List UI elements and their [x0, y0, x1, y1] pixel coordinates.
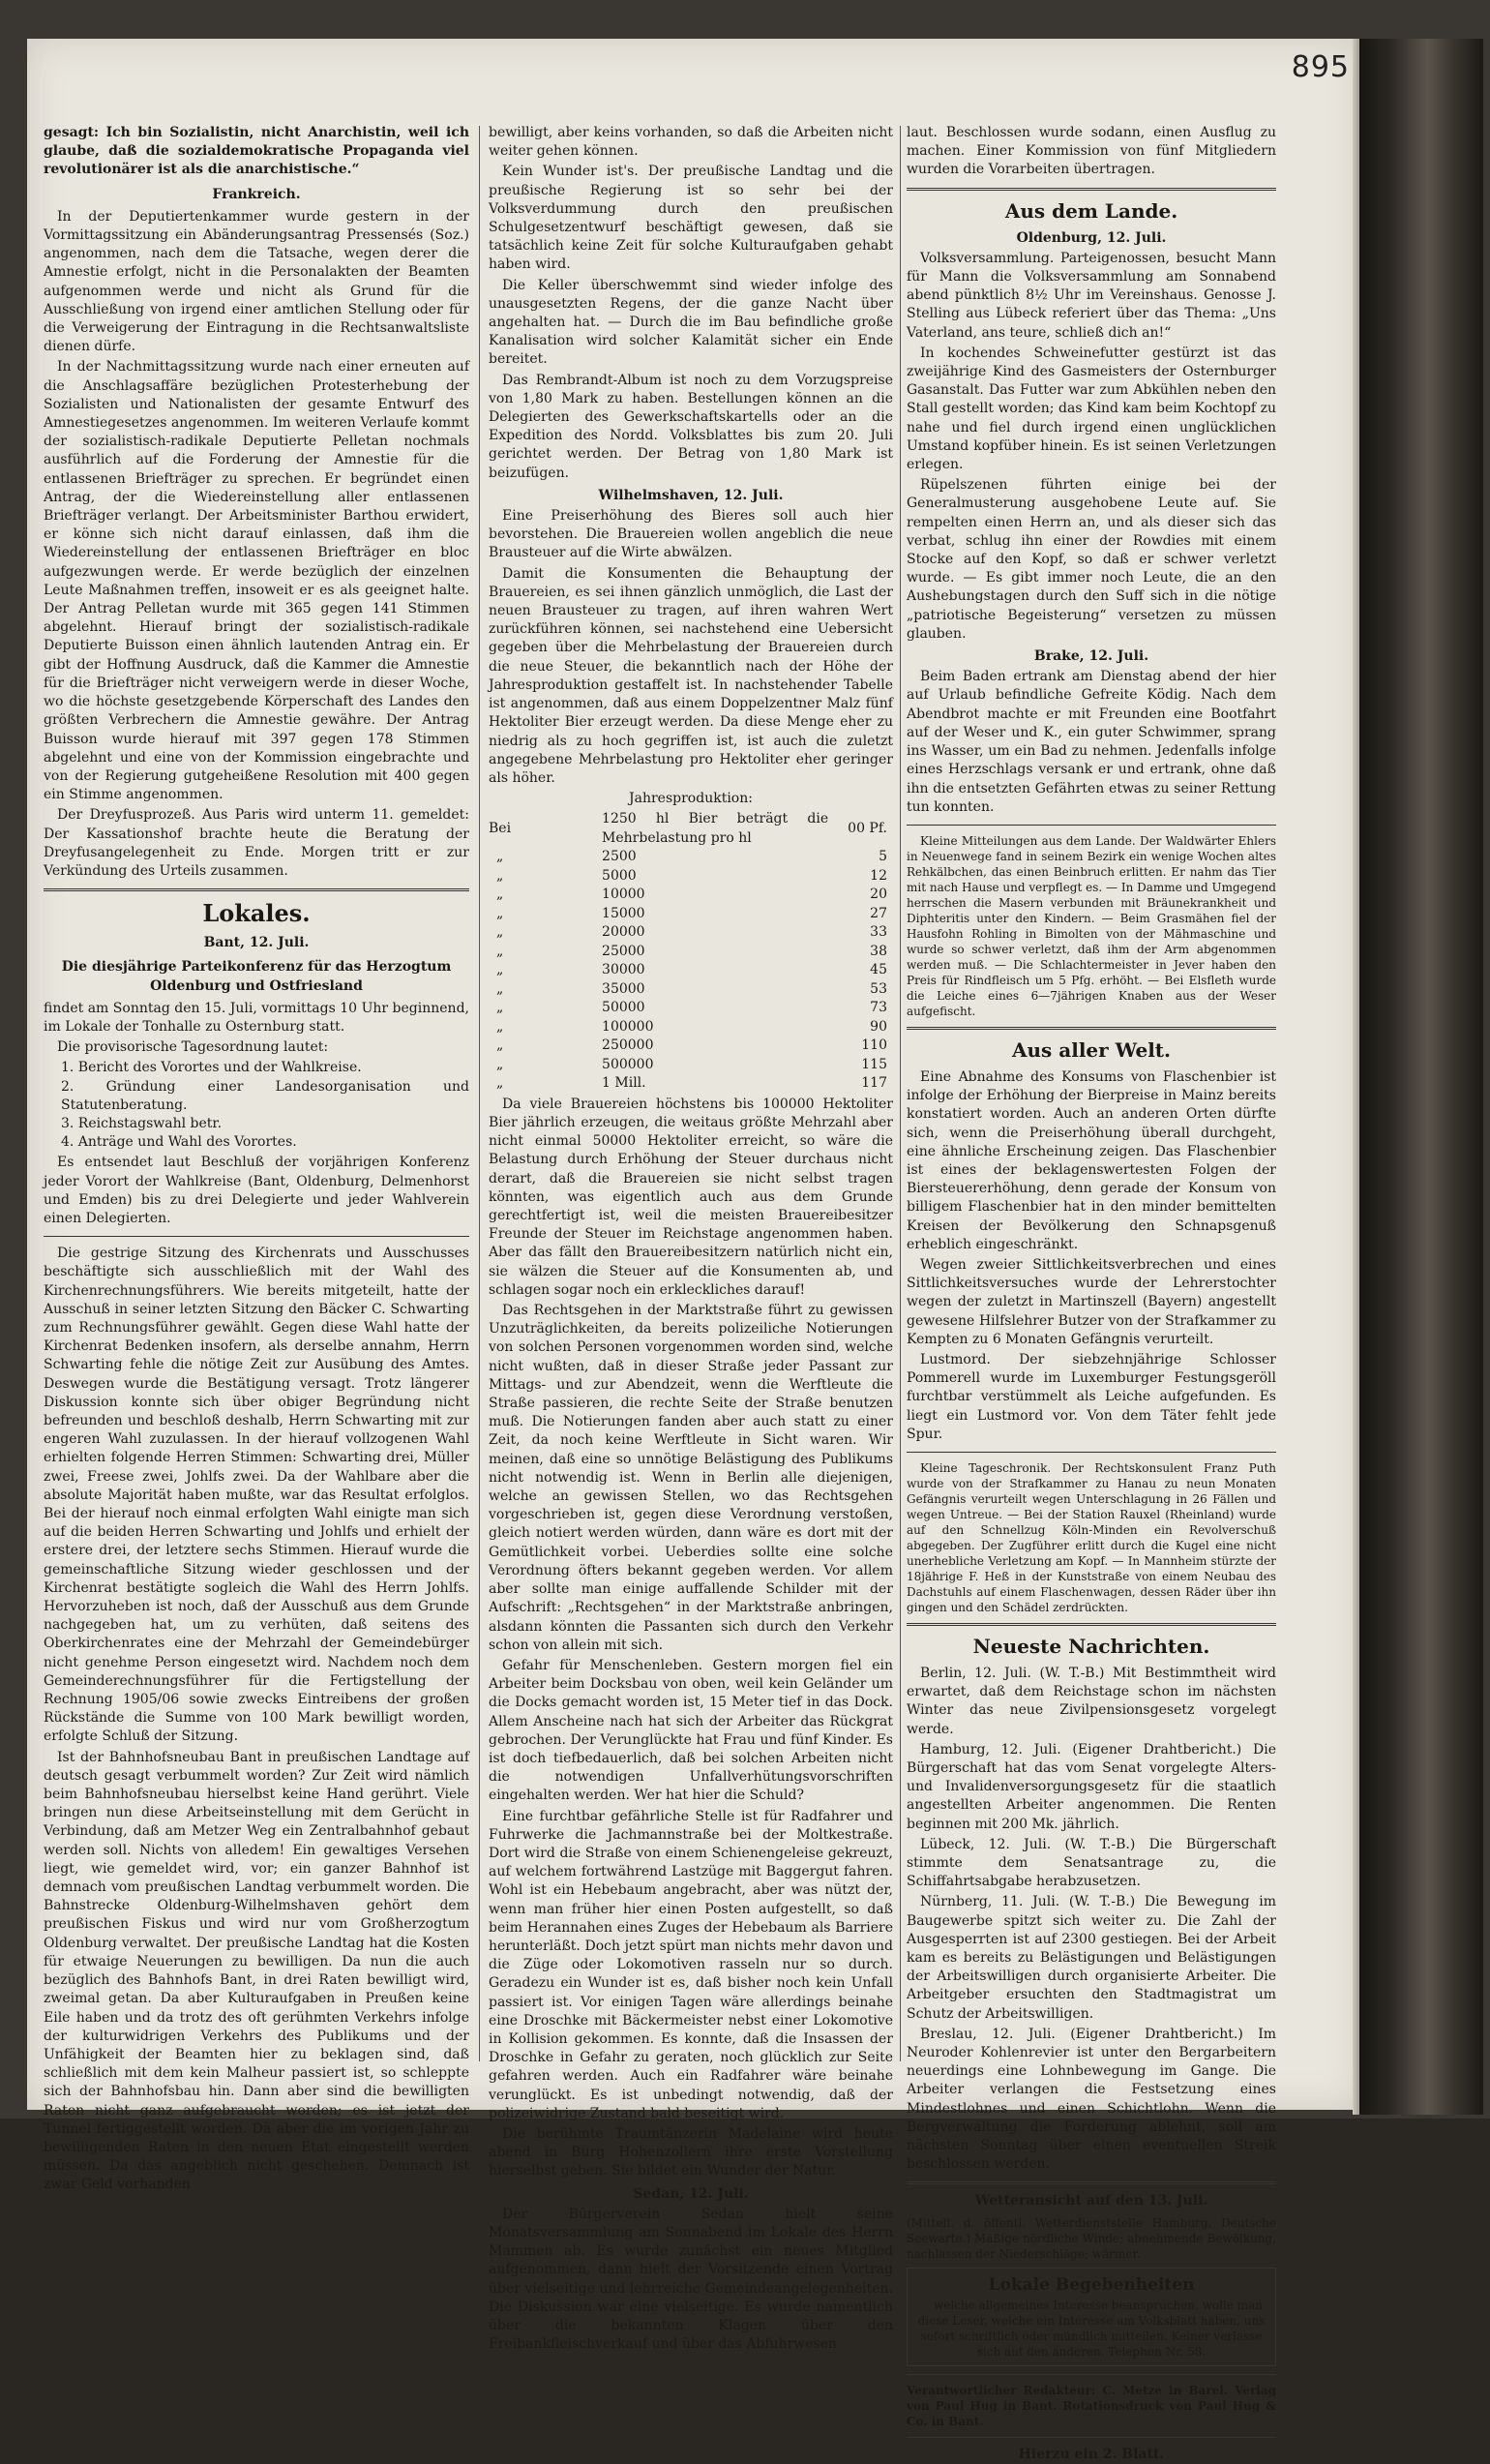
- dateline: Oldenburg, 12. Juli.: [1016, 229, 1167, 246]
- imprint-rule: [907, 2437, 1276, 2438]
- table-cell: 5: [879, 849, 887, 865]
- section-rule: [44, 888, 469, 891]
- news-item: Berlin, 12. Juli. (W. T.-B.) Mit Bestimmtheit wird erwartet, daß dem Reichstage schon im nächsten Winter das neue Zivilpensionsgesetz vorgelegt werde.: [907, 1665, 1276, 1737]
- section-rule: [907, 188, 1276, 191]
- article-paragraph: Der Bürgerverein Sedan hielt seine Monatsversammlung am Sonnabend im Lokale des Herrn Mammen ab. Es wurde zunächst ein neues Mitglied aufgenommen, dann hielt der Vorsitzende einen Vortrag über vielseitige und lehrreiche Gemeindeangelegenheiten. Die Diskussion war eine vielseitige. Es wurde namentlich über die bekannten Klagen über den Freibankfleischverkauf und über das Abfuhrwesen: [489, 2206, 893, 2353]
- news-item: Lübeck, 12. Juli. (W. T.-B.) Die Bürgerschaft stimmte dem Senatsantrage zu, die Schiffahrtsabgabe herabzusetzen.: [907, 1836, 1276, 1890]
- table-cell: 38: [870, 943, 887, 959]
- agenda-item: 4. Anträge und Wahl des Vorortes.: [61, 1134, 297, 1151]
- page-number: 895: [1291, 50, 1350, 84]
- table-row: [489, 1074, 893, 1094]
- table-cell: „: [496, 1018, 504, 1035]
- section-rule: [907, 1027, 1276, 1030]
- dateline: Bant, 12. Juli.: [203, 935, 310, 951]
- table-cell: „: [496, 962, 504, 978]
- news-item: Nürnberg, 11. Juli. (W. T.-B.) Die Bewegung im Baugewerbe spitzt sich weiter zu. Die Zahl der Ausgesperrten ist auf 2300 gestiegen. Bei der Arbeit kam es bereits zu Belästigungen und Belästigungen der Arbeitswilligen durch organisierte Arbeiter. Die Arbeitgeber ersuchten den Stadtmagistrat um Schutz der Arbeitswilligen.: [907, 1894, 1276, 2022]
- table-cell: 12: [870, 867, 887, 884]
- table-cell: 110: [861, 1037, 887, 1054]
- dateline: Wilhelmshaven, 12. Juli.: [598, 487, 784, 503]
- table-row: [489, 1056, 893, 1075]
- dateline: Sedan, 12. Juli.: [633, 2185, 749, 2202]
- section-heading-aus-aller-welt: Aus aller Welt.: [1011, 1037, 1171, 1062]
- table-row: [489, 961, 893, 980]
- table-row: [489, 905, 893, 924]
- table-cell: „: [496, 1056, 504, 1072]
- column-divider: [479, 126, 480, 2061]
- article-rule: [907, 1452, 1276, 1453]
- table-cell: 100000: [602, 1018, 654, 1035]
- table-cell: Bei: [489, 821, 512, 837]
- table-row: [489, 848, 893, 867]
- article-continuation: gesagt: Ich bin Sozialistin, nicht Anarchistin, weil ich glaube, daß die sozialdemokratische Propaganda viel revolutionärer ist als die anarchistische.“: [44, 125, 469, 178]
- table-cell: „: [496, 849, 504, 865]
- table-cell: „: [496, 1037, 504, 1054]
- weather-report: (Mittell. d. öffentl. Wetterdienststelle Hamburg, Deutsche Seewarte.) Mäßige nördliche Winde; abnehmende Bewölkung, nachlassen der Niederschläge; wärmer.: [907, 2215, 1276, 2261]
- table-cell: „: [496, 905, 504, 921]
- supplement-note: Hierzu ein 2. Blatt.: [1018, 2446, 1165, 2462]
- article-paragraph: Rüpelszenen führten einige bei der Generalmusterung ausgehobene Leute auf. Sie rempelten einen Herrn an, und als dieser sich das verbat, schlug ihn einer der Rowdies mit einem Stocke auf den Kopf, so daß er schwer verletzt wurde. — Es gibt immer noch Leute, die an den Aushebungstagen durch den Suff sich in die nötige „patriotische Begeisterung“ versetzen zu müssen glauben.: [907, 477, 1276, 642]
- article-paragraph: Ist der Bahnhofsneubau Bant in preußischen Landtage auf deutsch gesagt verbummelt worden? Zur Zeit wird nämlich beim Bahnhofsneubau hierselbst keine Hand gerührt. Viele bringen nun diese Arbeitseinstellung mit dem Gerücht in Verbindung, daß am Metzer Weg ein Zentralbahnhof gebaut werden soll. Nichts von alledem! Ein gewaltiges Versehen liegt, wie gemeldet wird, vor; ein ganzer Bahnhof ist demnach vom preußischen Landtag verbummelt worden. Die Bahnstrecke Oldenburg-Wilhelmshaven gehört dem preußischen Fiskus und wird nur vom Großherzogtum Oldenburg verwaltet. Der preußische Landtag hat die Kosten für etwaige Neuerungen zu bewilligen. Da nun die auch bezüglich des Bahnhofs Bant, in drei Raten bewilligt wird, zweimal getan. Da aber Kulturaufgaben in Preußen keine Eile haben und da trotz des oft gerühmten Verkehrs infolge der kulturwidrigen Verkehrs des Publikums und der Unfähigkeit der Beamten hier zu beklagen sind, daß schließlich mit dem kein Malheur passiert ist, so schleppte sich der Bahnhofsbau hin. Dann aber sind die bewilligten Raten nicht ganz aufgebraucht worden; es ist jetzt der Tunnel fertiggestellt worden. Da aber die im vorigen Jahr zu bewilligenden Raten in den neuen Etat eingestellt werden müssen. Da das angeblich nicht geschehen. Demnach ist zwar Geld vorhanden: [44, 1749, 469, 2193]
- book-spine: [1359, 39, 1483, 2115]
- table-row: [489, 1037, 893, 1056]
- table-cell: 5000: [602, 867, 637, 884]
- table-cell: „: [496, 886, 504, 903]
- agenda-item: 3. Reichstagswahl betr.: [61, 1115, 223, 1131]
- table-cell: 33: [870, 924, 887, 941]
- table-cell: 1 Mill.: [602, 1075, 646, 1092]
- section-heading-aus-dem-lande: Aus dem Lande.: [1004, 198, 1178, 223]
- table-row: [489, 923, 893, 943]
- article-paragraph: Lustmord. Der siebzehnjährige Schlosser Pommerell wurde im Luxemburger Festungsgeröll furchtbar verstümmelt als Leiche aufgefunden. Es liegt ein Lustmord vor. Von dem Täter fehlt jede Spur.: [907, 1351, 1276, 1442]
- article-paragraph: Kein Wunder ist's. Der preußische Landtag und die preußische Regierung ist so sehr bei der Volksverdummung durch den preußischen Schulgesetzentwurf beschäftigt gewesen, daß sie tatsächlich keine Zeit für solche Kulturaufgaben gehabt haben wird.: [489, 164, 893, 273]
- article-paragraph: Die gestrige Sitzung des Kirchenrats und Ausschusses beschäftigte sich ausschließlich mit der Wahl des Kirchenrechnungsführers. Wie bereits mitgeteilt, hatte der Ausschuß in seiner letzten Sitzung den Bäcker C. Schwarting zum Rechnungsführer gewählt. Gegen diese Wahl hatte der Kirchenrat Bedenken insofern, als derselbe annahm, Herrn Schwarting fehle die nötige Zeit zur Ausübung des Amtes. Deswegen wurde die Bestätigung versagt. Trotz längerer Diskussion konnte sich über obiger Begründung nicht befreunden und beschloß deshalb, Herrn Schwarting mit zur engeren Wahl zuzulassen. In der hierauf vollzogenen Wahl erhielten folgende Herren Stimmen: Schwarting drei, Müller zwei, Freese zwei, Johlfs zwei. Da der Wahlbare aber die absolute Majorität haben mußte, war das Resultat erfolglos. Bei der hierauf noch einmal erfolgten Wahl einigte man sich auf die beiden Herren Schwarting und Johlfs und erhielt der erstere drei, der letztere sechs Stimmen. Hierauf wurde die gemeinschaftliche Sitzung wieder geschlossen und der Kirchenrat bestätigte sogleich die Wahl des Herrn Johlfs. Hervorzuheben ist noch, daß der Ausschuß aus dem Grunde nachgegeben hat, um zu verhüten, daß seitens des Oberkirchenrates eine der Mehrzahl der Gemeindebürger nicht genehme Person eingesetzt wird. Nachdem noch dem Gemeinderechnungsführer für die Fertigstellung der Rechnung 1905/06 sowie zwecks Eintreibens der großen Rückstände die Summe von 100 Mark bewilligt worden, erfolgte Schluß der Sitzung.: [44, 1246, 469, 1745]
- table-row: [489, 1018, 893, 1037]
- article-paragraph: Volksversammlung. Parteigenossen, besucht Mann für Mann die Volksversammlung am Sonnabend abend pünktlich 8½ Uhr im Vereinshaus. Genosse J. Stelling aus Lübeck referiert über das Thema: „Uns Vaterland, ans teure, schließ dich an!“: [907, 250, 1276, 341]
- table-cell: „: [496, 924, 504, 941]
- section-heading-frankreich: Frankreich.: [212, 186, 301, 202]
- article-continuation: laut. Beschlossen wurde sodann, einen Ausflug zu machen. Einer Kommission von fünf Mitgliedern wurden die Vorarbeiten übertragen.: [907, 125, 1276, 178]
- section-heading-neueste-nachrichten: Neueste Nachrichten.: [972, 1634, 1210, 1658]
- table-cell: 15000: [602, 905, 645, 921]
- article-paragraph: In der Deputiertenkammer wurde gestern in der Vormittagssitzung ein Abänderungsantrag Pressensés (Soz.) angenommen, nach dem die Tatsache, wegen derer die Amnestie erfolgt, nicht in die Personalakten der Beamten aufgenommen werde und nicht als Grund für die Ausschließung von irgend einer amtlichen Stellung oder für die Verweigerung der Eintragung in die Rechtsanwaltsliste dienen dürfe.: [44, 208, 469, 355]
- article-paragraph: Die provisorische Tagesordnung lautet:: [57, 1039, 329, 1056]
- table-cell: 27: [870, 905, 887, 921]
- table-row: [489, 999, 893, 1018]
- news-item: Breslau, 12. Juli. (Eigener Drahtbericht.) Im Neuroder Kohlenrevier ist unter den Bergarbeitern neuerdings eine Lohnbewegung im Gange. Die Arbeiter verlangen die Festsetzung eines Mindestlohnes und einen Schichtlohn. Wenn die Bergverwaltung die Forderung ablehnt, soll am nächsten Sonntag über einen eventuellen Streik beschlossen werden.: [907, 2026, 1276, 2173]
- article-paragraph: findet am Sonntag den 15. Juli, vormittags 10 Uhr beginnend, im Lokale der Tonhalle zu Osternburg statt.: [44, 1000, 469, 1035]
- column-3: [907, 124, 1276, 2462]
- table-cell: 73: [870, 1000, 887, 1016]
- table-cell: 90: [870, 1018, 887, 1035]
- section-heading-lokales: Lokales.: [202, 899, 311, 928]
- table-cell: 35000: [602, 980, 645, 997]
- article-paragraph: Die Keller überschwemmt sind wieder infolge des unausgesetzten Regens, der die ganze Nacht über angehalten hat. — Durch die im Bau befindliche große Kanalisation wird solcher Kalamität sicher ein Ende bereitet.: [489, 277, 893, 368]
- notice-text: welche allgemeines Interesse beanspruchen, wolle man diese Leser, welche ein Interesse am Volksblatt haben, uns sofort schriftlich oder mündlich mitteilen. Keiner verlasse sich auf den anderen. Telephon Nr. 58.: [917, 2298, 1266, 2359]
- table-row: [489, 943, 893, 962]
- agenda-item: 1. Bericht des Vorortes und der Wahlkreise.: [61, 1060, 362, 1076]
- table-cell: „: [496, 943, 504, 959]
- article-paragraph: Eine Preiserhöhung des Bieres soll auch hier bevorstehen. Die Brauereien wollen angeblich die neue Brausteuer auf die Wirte abwälzen.: [489, 508, 893, 561]
- table-cell: 117: [861, 1075, 887, 1092]
- article-paragraph: Es entsendet laut Beschluß der vorjährigen Konferenz jeder Vorort der Wahlkreise (Bant, Oldenburg, Delmenhorst und Emden) bis zu drei Delegierte und jeder Wahlverein einen Delegierten.: [44, 1155, 469, 1226]
- table-cell: „: [496, 980, 504, 997]
- table-cell: 10000: [602, 886, 645, 903]
- article-paragraph: Kleine Mitteilungen aus dem Lande. Der Waldwärter Ehlers in Neuenwege fand in seinem Bezirk ein wenige Wochen altes Rehkälbchen, das einen Beinbruch erlitten. Er nahm das Tier mit nach Hause und verpflegt es. — In Damme und Umgegend herrschen die Masern verbunden mit Bräunekrankheit und Diphteritis unter den Kindern. — Beim Grasmähen fiel der Hausfohn Rohling in Bimolten von der Mähmaschine und wurde so schwer verletzt, daß ihm der Arm abgenommen werden muß. — Die Schlachtermeister in Jever haben den Preis für Rindfleisch um 5 Pfg. erhöht. — Bei Elsfleth wurde die Leiche eines 6—7jährigen Knaben aus der Weser aufgefischt.: [907, 833, 1276, 1018]
- table-cell: 250000: [602, 1037, 654, 1054]
- table-row: [489, 886, 893, 905]
- table-cell: 25000: [602, 943, 645, 959]
- article-paragraph: Da viele Brauereien höchstens bis 100000 Hektoliter Bier jährlich erzeugen, die weitaus größte Mehrzahl aber nicht einmal 50000 Hektoliter erreicht, so wäre die Belastung durch Erhöhung der Steuer durchaus nicht derart, daß die Brauereien sie nicht selbst tragen könnten, was eigentlich auch aus dem Grunde gerechtfertigt ist, weil die meisten Brauereibesitzer Freunde der Steuer im Reichstage angenommen haben. Aber das fällt den Brauereibesitzern natürlich nicht ein, sie wälzen die Steuer auf die Konsumenten ab, und schlagen sogar noch ein erkleckliches darauf!: [489, 1096, 893, 1298]
- agenda-list: [61, 1059, 469, 1152]
- notice-box: [907, 2268, 1276, 2366]
- table-cell: 53: [870, 980, 887, 997]
- table-cell: „: [496, 1075, 504, 1092]
- table-cell: 20: [870, 886, 887, 903]
- article-paragraph: Wegen zweier Sittlichkeitsverbrechen und eines Sittlichkeitsversuches wurde der Lehrerstochter wegen der zuletzt in Martinszell (Bayern) angestellt gewesene Hilfslehrer Butzer von der Strafkammer zu Kempten zu 6 Monaten Gefängnis verurteilt.: [907, 1256, 1276, 1347]
- table-cell: 45: [870, 962, 887, 978]
- table-cell: 1250 hl Bier beträgt die Mehrbelastung pro hl: [602, 811, 829, 846]
- article-continuation: bewilligt, aber keins vorhanden, so daß die Arbeiten nicht weiter gehen können.: [489, 125, 893, 160]
- agenda-item: 2. Gründung einer Landesorganisation und Statutenberatung.: [61, 1078, 469, 1113]
- article-paragraph: Eine Abnahme des Konsums von Flaschenbier ist infolge der Erhöhung der Bierpreise in Mainz bereits konstatiert worden. Auch an anderen Orten dürfte sich, wenn die Preiserhöhung überall durchgeht, eine ähnliche Erscheinung zeigen. Das Flaschenbier ist eines der beklagenswertesten Folgen der Biersteuererhöhung, denn gerade der Konsum von billigem Flaschenbier hat in den minder bemittelten Kreisen der Bevölkerung den Schnapsgenuß erheblich eingeschränkt.: [907, 1068, 1276, 1252]
- article-paragraph: Die berühmte Traumtänzerin Madelaine wird heute abend in Burg Hohenzollern ihre erste Vorstellung hierselbst geben. Sie bildet ein Wunder der Natur.: [489, 2125, 893, 2179]
- article-paragraph: In der Nachmittagssitzung wurde nach einer erneuten auf die Anschlagsaffäre bezüglichen Protesterhebung der Sozialisten und Nationalisten der gesamte Entwurf des Amnestiegesetzes angenommen. Im weiteren Verlaufe kommt der sozialistisch-radikale Deputierte Pelletan nochmals ausführlich auf die Forderung der Amnestie für die entlassenen Briefträger zu sprechen. Er begründet einen Antrag, der die Wiedereinstellung aller entlassenen Briefträger verlangt. Der Arbeitsminister Barthou erwidert, er könne sich nicht darauf einlassen, daß ihm die Wiedereinstellung der entlassenen Briefträger en bloc aufgezwungen werde. Er werde bezüglich der einzelnen Leute Maßnahmen treffen, insoweit er es als geeignet halte. Der Antrag Pelletan wurde mit 365 gegen 141 Stimmen abgelehnt. Hierauf bringt der sozialistisch-radikale Deputierte Buisson einen ähnlich lautenden Antrag ein. Er gibt der Hoffnung Ausdruck, daß die Kammer die Amnestie für die Briefträger nicht verweigern werde in dieser Woche, wo die höchste gesetzgebende Körperschaft des Landes den größten Verbrechern die Amnestie gewähre. Der Antrag Buisson wurde hierauf mit 397 gegen 178 Stimmen abgelehnt und eine von der Kommission eingebrachte und von der Regierung gutgeheißene Resolution mit 400 gegen ein Stimme angenommen.: [44, 359, 469, 803]
- article-paragraph: Beim Baden ertrank am Dienstag abend der hier auf Urlaub befindliche Gefreite Ködig. Nach dem Abendbrot machte er mit Freunden eine Bootfahrt auf der Weser und K., ein guter Schwimmer, sprang ins Wasser, um ein Bad zu nehmen. Jedenfalls infolge eines Herzschlags versank er und ertrank, ohne daß ihn die entsetzten Gefährten etwas zu seiner Rettung tun konnten.: [907, 669, 1276, 815]
- column-2: [489, 124, 893, 2353]
- article-paragraph: Der Dreyfusprozeß. Aus Paris wird unterm 11. gemeldet: Der Kassationshof brachte heute die Beratung der Dreyfusangelegenheit zu Ende. Morgen tritt er zur Verkündung des Urteils zusammen.: [44, 807, 469, 879]
- section-rule: [907, 1623, 1276, 1626]
- table-cell: 50000: [602, 1000, 645, 1016]
- article-paragraph: Damit die Konsumenten die Behauptung der Brauereien, es sei ihnen gänzlich unmöglich, die Last der neuen Brausteuer zu tragen, auf ihren wahren Wert zurückführen können, sei nachstehend eine Uebersicht gegeben über die Mehrbelastung der Brauereien durch die neue Steuer, die bekanntlich nach der Höhe der Jahresproduktion gestaffelt ist. In nachstehender Tabelle ist angenommen, daß aus einem Doppelzentner Malz fünf Hektoliter Bier erzeugt werden. Da diese Menge eher zu niedrig als zu hoch gegriffen ist, ist auch die zuletzt angegebene Mehrbelastung pro Hektoliter eher geringer als höher.: [489, 565, 893, 786]
- article-paragraph: Das Rechtsgehen in der Marktstraße führt zu gewissen Unzuträglichkeiten, da bereits polizeiliche Notierungen von solchen Personen vorgenommen worden sind, welche nicht wußten, daß in dieser Straße jeder Passant zur Mittags- und zur Abendzeit, wenn die Werftleute die Straße passieren, die rechte Seite der Straße benutzen muß. Die Notierungen fanden aber auch statt zu einer Zeit, da noch keine Werftleute in Sicht waren. Wir meinen, daß eine so unnötige Belästigung des Publikums nicht notwendig ist. Wenn in Berlin alle diejenigen, welche an gewissen Stellen, wo das Rechtsgehen vorgeschrieben ist, gegen diese Verordnung verstoßen, gleich notiert werden würden, dann wäre es dort mit der Gemütlichkeit vorbei. Ueberdies sollte eine solche Verordnung öfters bekannt gegeben werden. Vor allem aber sollte man einige auffallende Schilder mit der Aufschrift: „Rechtsgehen“ in der Marktstraße anbringen, alsdann könnten die Passanten sich durch den Verkehr schon von allein mit sich.: [489, 1303, 893, 1653]
- table-title: Jahresproduktion:: [629, 791, 753, 807]
- table-cell: 500000: [602, 1056, 654, 1072]
- table-cell: 20000: [602, 924, 645, 941]
- table-cell: „: [496, 1000, 504, 1016]
- table-cell: 2500: [602, 849, 637, 865]
- news-item: Hamburg, 12. Juli. (Eigener Drahtbericht.) Die Bürgerschaft hat das vom Senat vorgelegte Alters- und Invalidenversorgungsgesetz für die staatlich angestellten Arbeiter angenommen. Die Renten beginnen mit 200 Mk. jährlich.: [907, 1741, 1276, 1832]
- table-row: [489, 867, 893, 886]
- table-cell: 115: [861, 1056, 887, 1072]
- dateline: Brake, 12. Juli.: [1033, 648, 1149, 665]
- article-rule: [44, 1236, 469, 1237]
- column-divider: [900, 126, 901, 2061]
- article-paragraph: Kleine Tageschronik. Der Rechtskonsulent Franz Puth wurde von der Strafkammer zu Hanau zu neun Monaten Gefängnis verurteilt wegen Unterschlagung in 26 Fällen und wegen Untreue. — Bei der Station Rauxel (Rheinland) wurde auf den Schnellzug Köln-Minden ein Revolverschuß abgegeben. Der Zugführer erlitt durch die Kugel eine nicht unerhebliche Verletzung am Kopf. — In Mannheim stürzte der 18jährige F. Heß in der Kunststraße von einem Neubau des Dachstuhls auf einem Flaschenwagen, dessen Räder über ihn gingen und den Schädel zerdrückten.: [907, 1460, 1276, 1614]
- article-rule: [907, 825, 1276, 826]
- notice-heading: Lokale Begebenheiten: [988, 2274, 1195, 2295]
- section-rule: [907, 2181, 1276, 2184]
- article-paragraph: Das Rembrandt-Album ist noch zu dem Vorzugspreise von 1,80 Mark zu haben. Bestellungen können an die Delegierten des Gewerkschaftskartells oder an die Expedition des Nordd. Volksblattes bis zum 20. Juli gerichtet werden. Der Betrag von 1,80 Mark ist beizufügen.: [489, 372, 893, 481]
- article-paragraph: Gefahr für Menschenleben. Gestern morgen fiel ein Arbeiter beim Docksbau von oben, weil kein Geländer um die Docks gemacht worden ist, 15 Meter tief in das Dock. Allem Anscheine nach hat sich der Arbeiter das Rückgrat gebrochen. Der Verunglückte hat Frau und fünf Kinder. Es ist doch tiefbedauerlich, daß bei solchen Arbeiten nicht die notwendigen Unfallverhütungsvorschriften eingehalten werden. Wer hat hier die Schuld?: [489, 1657, 893, 1804]
- article-paragraph: Eine furchtbar gefährliche Stelle ist für Radfahrer und Fuhrwerke die Jachmannstraße bei der Moltkestraße. Dort wird die Straße von einem Schienengeleise gekreuzt, auf welchem fortwährend Lastzüge mit Baggergut fahren. Wohl ist ein Hebebaum angebracht, aber was nützt der, wenn man früher hier einen Posten aufgestellt, so daß beim Herannahen eines Zuges der Hebebaum als Barriere herunterläßt. Doch jetzt spürt man nichts mehr davon und die Züge oder Lokomotiven rasseln nur so durch. Geradezu ein Wunder ist es, daß bisher noch kein Unfall passiert ist. Vor einigen Tagen wäre allerdings beinahe eine Droschke mit Bäckermeister nebst einer Lokomotive in Kollision gekommen. Es konnte, daß die Insassen der Droschke in Gefahr zu geraten, noch glücklich zur Seite gefahren werden. Auch ein Radfahrer wäre beinahe verunglückt. Es ist unbedingt notwendig, daß der polizeiwidrige Zustand bald beseitigt wird.: [489, 1808, 893, 2121]
- weather-heading: Wetteransicht auf den 13. Juli.: [974, 2193, 1208, 2209]
- article-paragraph: In kochendes Schweinefutter gestürzt ist das zweijährige Kind des Gasmeisters der Osternburger Gasanstalt. Das Futter war zum Abkühlen neben den Stall gestellt worden; das Kind kam beim Kochtopf zu nahe und fiel durch irgend einen unglücklichen Umstand kopfüber hinein. Es ist seinen Verletzungen erlegen.: [907, 345, 1276, 473]
- table-header-row: [489, 810, 893, 848]
- table-cell: 30000: [602, 962, 645, 978]
- table-cell: „: [496, 867, 504, 884]
- beer-tax-table: [489, 810, 893, 1094]
- imprint: Verantwortlicher Redakteur: C. Metze in Barel. Verlag von Paul Hug in Bant. Rotationsdruck von Paul Hug & Co. in Bant.: [907, 2383, 1276, 2428]
- table-row: [489, 980, 893, 1000]
- article-heading: Die diesjährige Parteikonferenz für das Herzogtum Oldenburg und Ostfriesland: [61, 959, 452, 994]
- imprint-rule: [907, 2374, 1276, 2375]
- table-cell: 00 Pf.: [848, 821, 887, 837]
- column-1: [44, 124, 469, 2193]
